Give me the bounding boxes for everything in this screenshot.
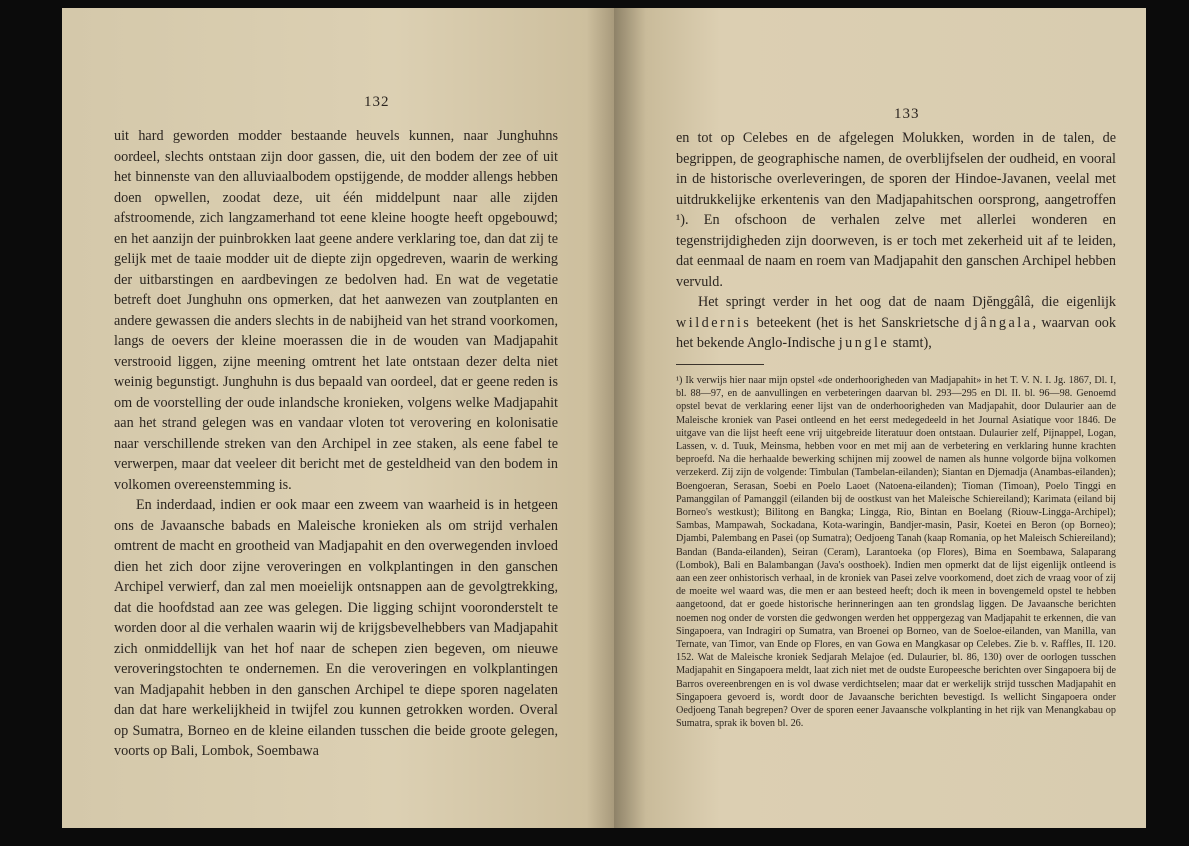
text-run: stamt),	[889, 335, 932, 351]
paragraph: uit hard geworden modder bestaande heuvels kunnen, naar Junghuhns oordeel, slechts ontstaan zijn door gassen, die, uit den bodem der zee of uit het binnenste van den alluviaalbodem opstijgende, de modder allengs hebben doen opwellen, zoodat deze, uit één middelpunt naar alle zijden afstroomende, zich langzamerhand tot eene kleine hoogte heeft opgebouwd; en het aanzijn der puinbrokken laat geene andere verklaring toe, dan dat zij te gelijk met de taaie modder uit de diepte zijn opgedreven, waarin de werking der uitbarstingen en aardbevingen ze bedolven had. En wat de vegetatie betreft doet Junghuhn ons opmerken, dat het aanwezen van zoutplanten en andere gewassen die anders slechts in de nabijheid van het strand voorkomen, langs de oevers der kleine moerassen die in de wouden van Madjapahit verstrooid liggen, zijne meening omtrent het late ontstaan dezer delta niet weinig begunstigt. Junghuhn is dus bepaald van oordeel, dat er geene reden is om de voorstelling der oude inlandsche kronieken, volgens welke Madjapahit aan het strand gelegen was en vandaar vloten tot verovering en kolonisatie naar verschillende streken van den Archipel in zee staken, als eene fabel te verwerpen, maar dat veeleer dit bericht met de gesteldheid van den bodem in volkomen overeenstemming is.	[114, 128, 558, 493]
right-page	[614, 8, 1146, 828]
paragraph: en tot op Celebes en de afgelegen Molukken, worden in de talen, de begrippen, de geographische namen, de overblijfselen der oudheid, en vooral in de historische overleveringen, de sporen der Hindoe-Javanen, veelal met uitdrukkelijke erkentenis van den Madjapahitschen oorsprong, aangetroffen ¹). En ofschoon de verhalen zelve met allerlei wonderen en tegenstrijdigheden zijn doorweven, is er toch met zekerheid uit af te leiden, dat eenmaal de naam en roem van Madjapahit den ganschen Archipel hebben vervuld.	[676, 130, 1116, 290]
right-page-text	[676, 128, 1116, 354]
left-page	[62, 8, 614, 828]
paragraph: En inderdaad, indien er ook maar een zweem van waarheid is in hetgeen ons de Javaansche babads en Maleische kronieken als om strijd verhalen omtrent de macht en grootheid van Madjapahit en den overwegenden invloed dien het zich door zijne veroveringen en volkplantingen in den ganschen Archipel verwierf, dan zal men moeielijk ontsnappen aan de gevolgtrekking, dat die hoofdstad aan zee was gelegen. Die ligging schijnt vooronderstelt te worden door al die verhalen waarin wij de krijgsbevelhebbers van Madjapahit zich onmiddellijk van het hof naar de schepen zien begeven, om nieuwe veroveringstochten te ondernemen. En die veroveringen en volkplantingen van Madjapahit hebben in den ganschen Archipel te diepe sporen nagelaten dan dat hare werkelijkheid in twijfel zou kunnen getrokken worden. Overal op Sumatra, Borneo en de kleine eilanden tusschen die beide groote gelegen, voorts op Bali, Lombok, Soembawa	[114, 497, 558, 759]
text-run: beteekent (het is het Sanskrietsche	[751, 314, 965, 331]
paragraph	[676, 292, 1116, 354]
spaced-term: wildernis	[676, 314, 752, 331]
footnote	[676, 374, 1116, 730]
text-run: Het springt verder in het oog dat de naam Djĕnggâlâ, die eigenlijk	[698, 294, 1116, 310]
spaced-term: jungle	[838, 335, 890, 351]
open-book	[62, 8, 1146, 828]
footnote-text: ¹) Ik verwijs hier naar mijn opstel «de onderhoorigheden van Madjapahit» in het T. V. N. I. Jg. 1867, Dl. I, bl. 88—97, en de aanvullingen en verbeteringen daarvan bl. 293—295 en Dl. II. bl. 96—98. Genoemd opstel bevat de verklaring eener lijst van de onderhoorigheden van Madjapahit, door Dulaurier aan de Maleische kroniek van Pasei ontleend en het eerst medegedeeld in het Journal Asiatique voor 1846. De uitgave van die lijst heeft eene vrij uitgebreide literatuur doen ontstaan. Dulaurier zelf, Pijnappel, Logan, Lassen, v. d. Tuuk, Meinsma, hebben voor en met mij aan de verbetering en verklaring hunne krachten beproefd. Na die herhaalde bewerking schijnen mij zoowel de namen als hunne volgorde bijna volkomen verzekerd. Zij zijn de volgende: Timbulan (Tambelan-eilanden); Siantan en Djemadja (Anambas-eilanden); Boengoeran, Serasan, Soebi en Poelo Laoet (Natoena-eilanden); Tioman (Timoan), Poelo Tinggi en Pamanggilan of Pamanggil (eilanden bij de oostkust van het Maleische Schiereiland); Karimata (eiland bij Borneo's westkust); Bilitong en Bangka; Lingga, Rio, Bintan en Boelang (Riouw-Lingga-Archipel); Sambas, Mampawah, Sockadana, Kota-waringin, Bandjer-masin, Pasir, Koetei en Beron (op Borneo); Djambi, Palembang en Pasei (op Sumatra); Oedjoeng Tanah (kaap Romania, op het Maleisch Schiereiland); Bandan (Banda-eilanden), Seiran (Ceram), Larantoeka (op Flores), Bima en Soembawa, Salaparang (Lombok), Bali en Balambangan (Java's oosthoek). Indien men opmerkt dat de lijst eigenlijk ontleend is aan een zeer onhistorisch verhaal, in de kroniek van Pasei zelve voorkomend, doet zich de vraag voor of zij de moeite wel waard was, die men er aan besteed heeft; doch ik meen in bovengemeld opstel te hebben aangetoond, dat er goede historische herinneringen aan ten grondslag liggen. De Javaansche berichten noemen nog onder de vorsten die gedwongen werden het opppergezag van Madjapahit te erkennen, die van Singapoera, van Indragiri op Sumatra, van Broenei op Borneo, van de Soeloe-eilanden, van Manilla, van Ternate, van Timor, van Ende op Flores, en van Gowa en Mangkasar op Celebes. Zie b. v. Raffles, II. 120. 152. Wat de Maleische kroniek Sedjarah Melajoe (ed. Dulaurier, bl. 86, 130) over de oorlogen tusschen Madjapahit en Singapoera meldt, laat zich niet met de oudste Europeesche berichten over Singapoera bij de Barros overeenbrengen en is vol dwase verdichtselen; maar dat er werkelijk strijd tusschen Madjapahit en Singapoera gevoerd is, wordt door de Javaansche berichten bevestigd. Is wellicht Singapoera onder Oedjoeng Tanah begrepen? Over de sporen eener Javaansche volkplanting in het rijk van Menangkabau op Sumatra, sprak ik boven bl. 26.	[676, 375, 1116, 730]
spaced-term: djângala	[964, 314, 1033, 331]
page-number: 132	[364, 94, 390, 110]
left-page-text	[114, 126, 558, 762]
page-number: 133	[894, 106, 920, 122]
text-run: , waarvan ook het bekende Anglo-Indische	[676, 314, 1116, 351]
footnote-rule	[676, 364, 764, 365]
